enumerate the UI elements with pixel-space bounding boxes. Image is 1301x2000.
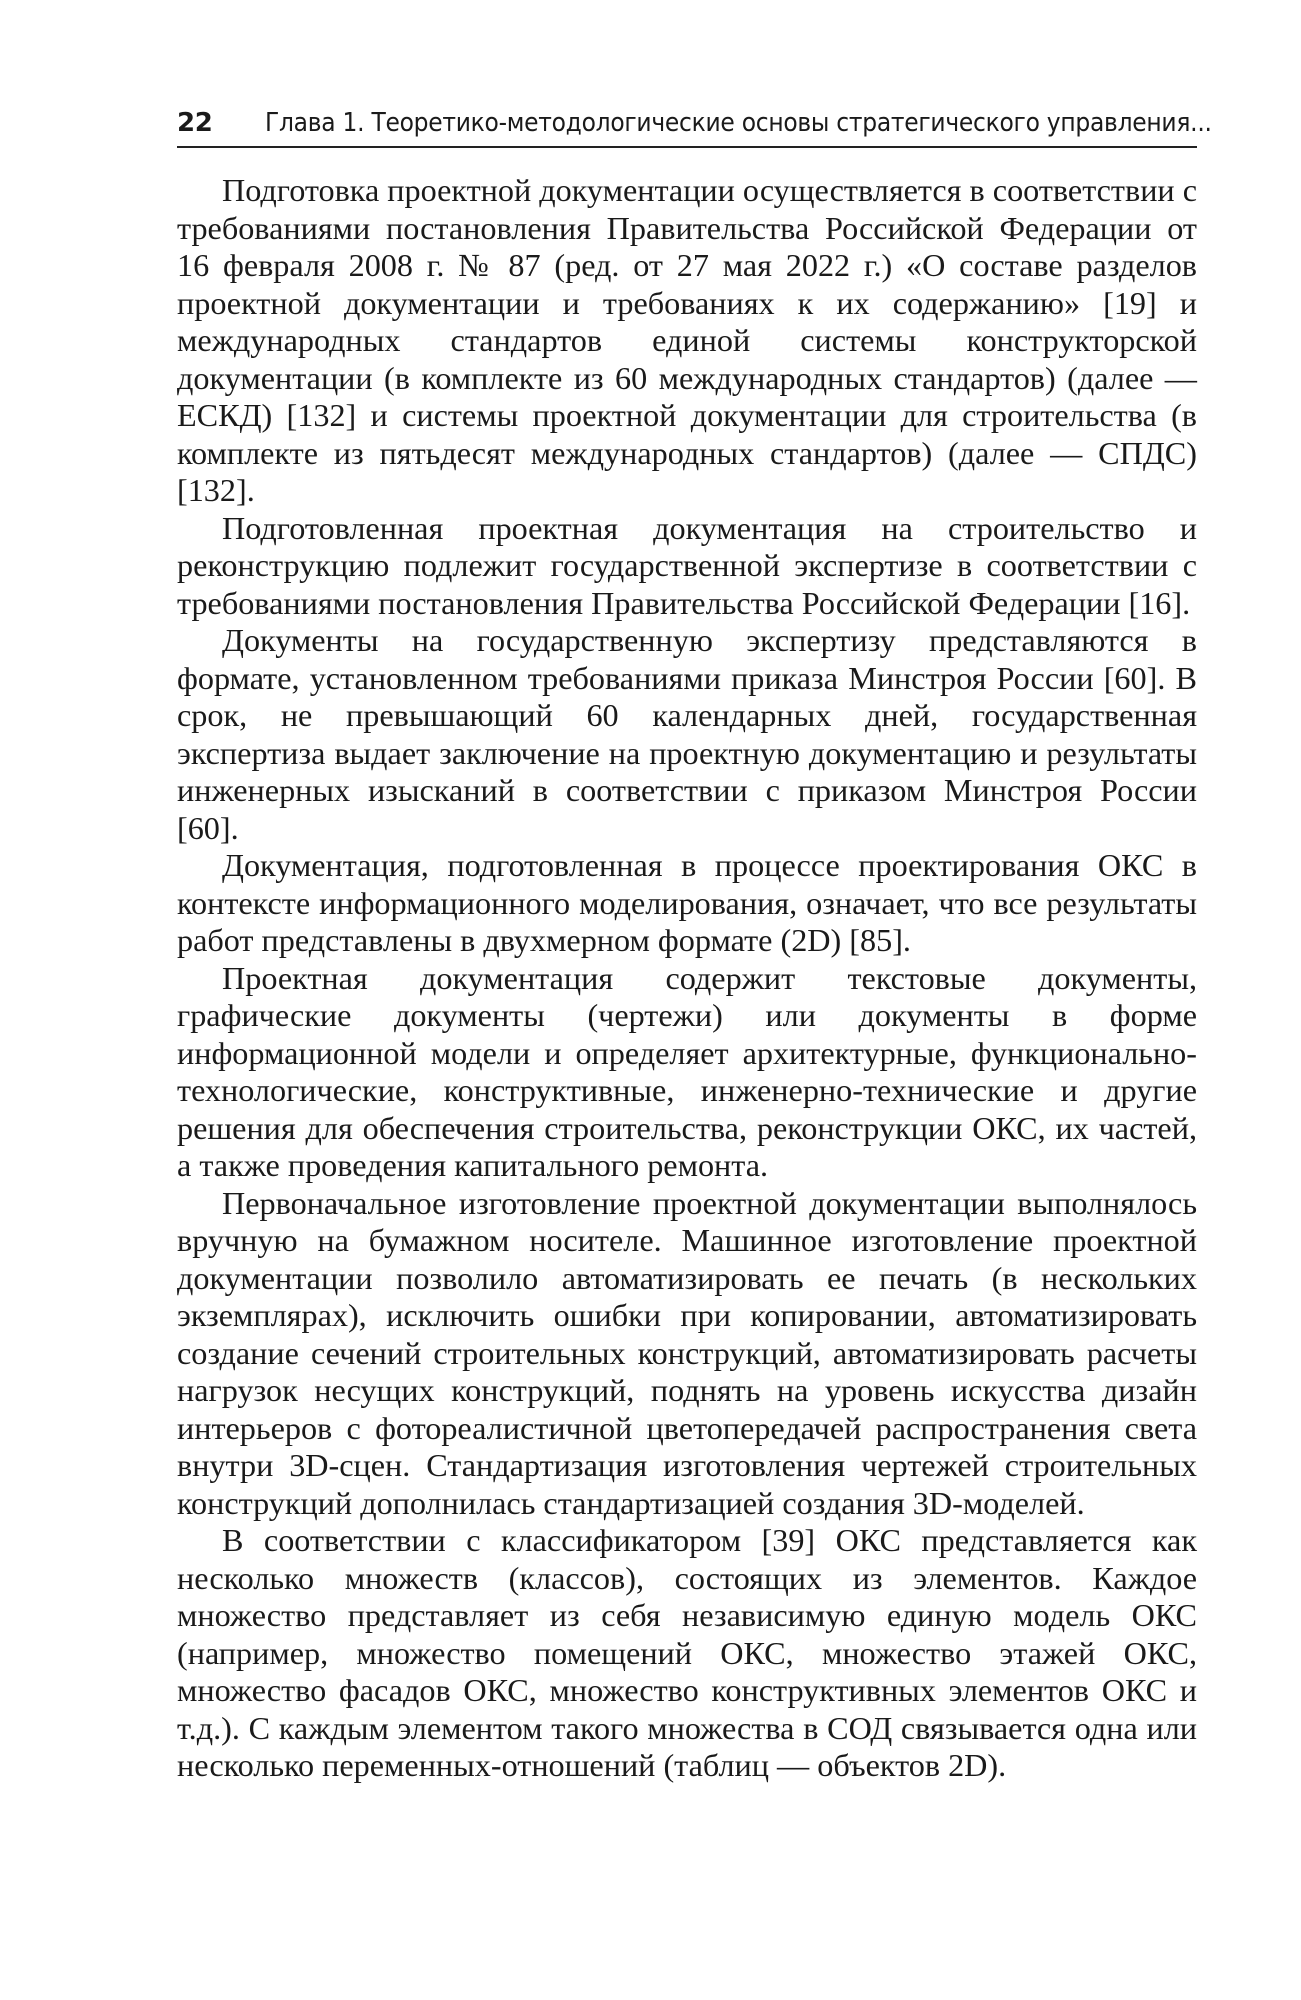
paragraph: Подготовленная проектная документация на строительство и реконструкцию подлежит государственной экспертизе в соответствии с требованиями постановления Правительства Российской Федерации [16].	[177, 509, 1197, 621]
running-header	[177, 96, 1212, 148]
chapter-title: Глава 1. Теоретико-методологические основы стратегического управления...	[264, 108, 1212, 138]
page-number: 22	[177, 108, 213, 138]
book-page	[177, 0, 1212, 2000]
paragraph: Подготовка проектной документации осуществляется в соответствии с требованиями постановления Правительства Российской Федерации от 16 февраля 2008 г. № 87 (ред. от 27 мая 2022 г.) «О составе разделов проектной документации и требованиях к их содержанию» [19] и международных стандартов единой системы конструкторской документации (в комплекте из 60 международных стандартов) (далее — ЕСКД) [132] и системы проектной документации для строительства (в комплекте из пятьдесят международных стандартов) (далее — СПДС) [132].	[177, 172, 1197, 508]
paragraph: Первоначальное изготовление проектной документации выполнялось вручную на бумажном носителе. Машинное изготовление проектной документации позволило автоматизировать ее печать (в нескольких экземплярах), исключить ошибки при копировании, автоматизировать создание сечений строительных конструкций, автоматизировать расчеты нагрузок несущих конструкций, поднять на уровень искусства дизайн интерьеров с фотореалистичной цветопередачей распространения света внутри 3D-сцен. Стандартизация изготовления чертежей строительных конструкций дополнилась стандартизацией создания 3D-моделей.	[177, 1184, 1197, 1521]
paragraph: Документация, подготовленная в процессе проектирования ОКС в контексте информационного моделирования, означает, что все результаты работ представлены в двухмерном формате (2D) [85].	[177, 847, 1197, 958]
body-text	[177, 172, 1197, 1785]
paragraph: Проектная документация содержит текстовые документы, графические документы (чертежи) или документы в форме информационной модели и определяет архитектурные, функционально-технологические, конструктивные, инженерно-технические и другие решения для обеспечения строительства, реконструкции ОКС, их частей, а также проведения капитального ремонта.	[177, 959, 1197, 1183]
paragraph: Документы на государственную экспертизу представляются в формате, установленном требованиями приказа Минстроя России [60]. В срок, не превышающий 60 календарных дней, государственная экспертиза выдает заключение на проектную документацию и результаты инженерных изысканий в соответствии с приказом Минстроя России [60].	[177, 622, 1197, 846]
paragraph: В соответствии с классификатором [39] ОКС представляется как несколько множеств (классов), состоящих из элементов. Каждое множество представляет из себя независимую единую модель ОКС (например, множество помещений ОКС, множество этажей ОКС, множество фасадов ОКС, множество конструктивных элементов ОКС и т.д.). С каждым элементом такого множества в СОД связывается одна или несколько переменных-отношений (таблиц — объектов 2D).	[177, 1522, 1197, 1783]
